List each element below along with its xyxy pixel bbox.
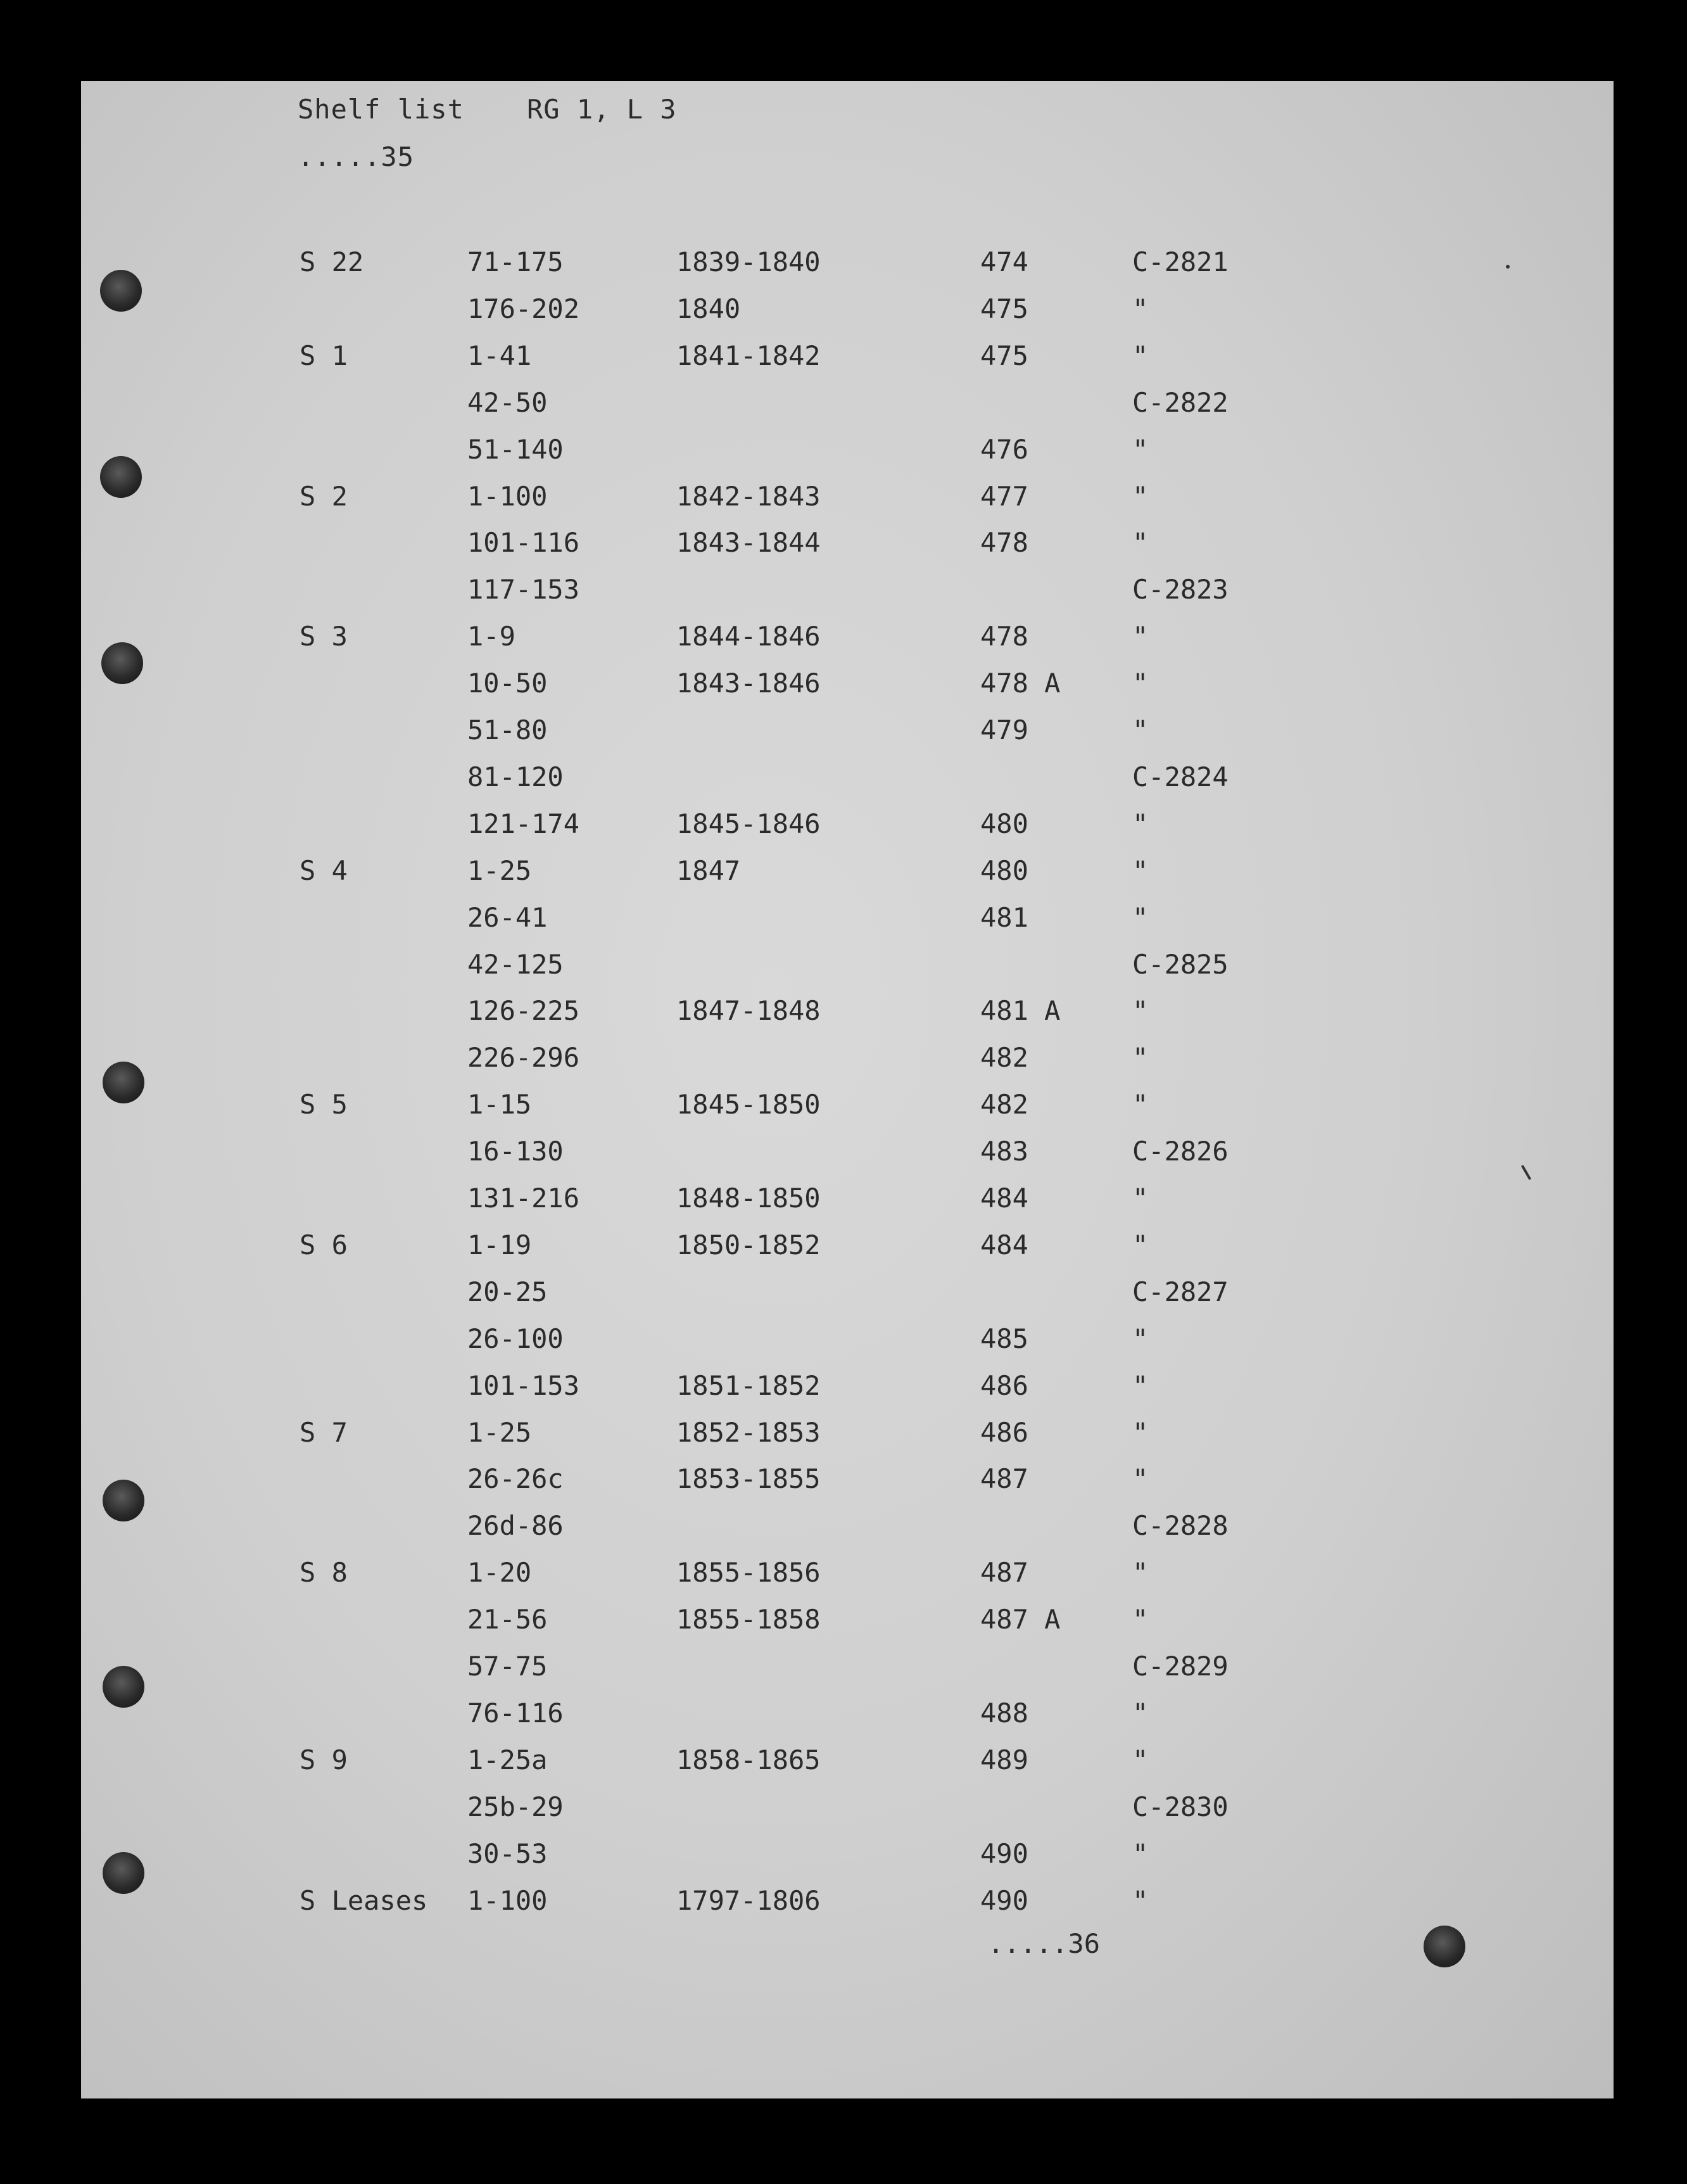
row-series: S 5 — [300, 1089, 348, 1121]
row-range: 1-100 — [467, 1884, 548, 1916]
row-series: S 2 — [300, 480, 348, 512]
row-volume: 487 A — [980, 1604, 1061, 1635]
row-volume: 484 — [980, 1183, 1028, 1214]
row-reel: " — [1132, 1042, 1149, 1074]
table-row — [81, 1082, 1614, 1127]
table-row — [81, 988, 1614, 1034]
table-row — [81, 333, 1614, 379]
table-row — [81, 567, 1614, 613]
row-volume: 490 — [980, 1884, 1028, 1916]
row-reel: " — [1132, 1229, 1149, 1260]
row-volume: 487 — [980, 1463, 1028, 1495]
row-range: 26-26c — [467, 1463, 564, 1495]
row-dates: 1839-1840 — [676, 246, 821, 277]
document-page — [81, 81, 1614, 2098]
row-reel: " — [1132, 1183, 1149, 1214]
row-reel: C-2823 — [1132, 574, 1229, 606]
row-range: 1-25a — [467, 1744, 548, 1775]
row-range: 101-116 — [467, 527, 580, 559]
row-volume: 486 — [980, 1416, 1028, 1448]
table-row — [81, 1878, 1614, 1924]
row-reel: " — [1132, 1557, 1149, 1589]
table-row — [81, 1269, 1614, 1315]
row-range: 26d-86 — [467, 1510, 564, 1542]
row-volume: 490 — [980, 1838, 1028, 1869]
row-reel: C-2821 — [1132, 246, 1229, 277]
row-reel: " — [1132, 527, 1149, 559]
row-range: 1-25 — [467, 854, 532, 886]
row-range: 176-202 — [467, 293, 580, 324]
row-series: S 9 — [300, 1744, 348, 1775]
row-series: S Leases — [300, 1884, 428, 1916]
row-reel: " — [1132, 995, 1149, 1027]
row-reel: C-2822 — [1132, 386, 1229, 418]
row-volume: 475 — [980, 293, 1028, 324]
table-row — [81, 520, 1614, 566]
row-volume: 474 — [980, 246, 1028, 277]
table-row — [81, 239, 1614, 285]
row-dates: 1855-1858 — [676, 1604, 821, 1635]
table-row — [81, 1363, 1614, 1409]
row-range: 117-153 — [467, 574, 580, 606]
row-dates: 1853-1855 — [676, 1463, 821, 1495]
row-range: 42-50 — [467, 386, 548, 418]
row-volume: 484 — [980, 1229, 1028, 1260]
row-volume: 480 — [980, 854, 1028, 886]
row-volume: 481 A — [980, 995, 1061, 1027]
row-dates: 1852-1853 — [676, 1416, 821, 1448]
row-reel: C-2826 — [1132, 1136, 1229, 1167]
record-group-label: RG 1, L 3 — [527, 94, 677, 125]
row-dates: 1855-1856 — [676, 1557, 821, 1589]
row-range: 121-174 — [467, 808, 580, 839]
row-reel: " — [1132, 854, 1149, 886]
row-dates: 1847 — [676, 854, 741, 886]
row-reel: " — [1132, 293, 1149, 324]
row-series: S 8 — [300, 1557, 348, 1589]
row-series: S 7 — [300, 1416, 348, 1448]
row-reel: C-2827 — [1132, 1276, 1229, 1307]
row-dates: 1845-1846 — [676, 808, 821, 839]
row-reel: C-2830 — [1132, 1791, 1229, 1822]
row-volume: 475 — [980, 340, 1028, 371]
row-range: 1-20 — [467, 1557, 532, 1589]
row-range: 71-175 — [467, 246, 564, 277]
row-reel: " — [1132, 901, 1149, 933]
row-range: 1-9 — [467, 621, 515, 652]
row-dates: 1842-1843 — [676, 480, 821, 512]
row-dates: 1843-1846 — [676, 668, 821, 699]
row-range: 51-80 — [467, 714, 548, 746]
row-reel: C-2824 — [1132, 761, 1229, 792]
row-range: 26-100 — [467, 1323, 564, 1354]
row-reel: C-2828 — [1132, 1510, 1229, 1542]
row-dates: 1844-1846 — [676, 621, 821, 652]
row-reel: " — [1132, 1838, 1149, 1869]
row-volume: 481 — [980, 901, 1028, 933]
row-reel: " — [1132, 1884, 1149, 1916]
table-row — [81, 895, 1614, 941]
row-dates: 1848-1850 — [676, 1183, 821, 1214]
row-range: 1-41 — [467, 340, 532, 371]
row-reel: C-2825 — [1132, 948, 1229, 980]
table-row — [81, 427, 1614, 473]
row-range: 81-120 — [467, 761, 564, 792]
row-range: 10-50 — [467, 668, 548, 699]
table-row — [81, 1737, 1614, 1783]
row-range: 1-25 — [467, 1416, 532, 1448]
row-reel: " — [1132, 621, 1149, 652]
row-range: 126-225 — [467, 995, 580, 1027]
table-row — [81, 1644, 1614, 1689]
table-row — [81, 1176, 1614, 1221]
table-row — [81, 1410, 1614, 1456]
table-row — [81, 1831, 1614, 1877]
table-row — [81, 1550, 1614, 1596]
row-range: 76-116 — [467, 1697, 564, 1729]
row-volume: 486 — [980, 1369, 1028, 1401]
row-range: 1-15 — [467, 1089, 532, 1121]
table-row — [81, 474, 1614, 519]
table-row — [81, 286, 1614, 332]
table-row — [81, 1222, 1614, 1268]
row-volume: 479 — [980, 714, 1028, 746]
row-dates: 1841-1842 — [676, 340, 821, 371]
row-range: 1-19 — [467, 1229, 532, 1260]
continued-to-page: .....36 — [988, 1928, 1101, 1959]
continued-from-page: .....35 — [298, 141, 415, 172]
table-row — [81, 1456, 1614, 1502]
row-dates: 1840 — [676, 293, 741, 324]
table-row — [81, 754, 1614, 800]
row-dates: 1797-1806 — [676, 1884, 821, 1916]
row-range: 42-125 — [467, 948, 564, 980]
row-reel: " — [1132, 480, 1149, 512]
row-reel: " — [1132, 340, 1149, 371]
row-series: S 1 — [300, 340, 348, 371]
row-reel: " — [1132, 714, 1149, 746]
row-dates: 1843-1844 — [676, 527, 821, 559]
row-volume: 485 — [980, 1323, 1028, 1354]
row-reel: " — [1132, 433, 1149, 465]
table-row — [81, 1784, 1614, 1830]
row-volume: 487 — [980, 1557, 1028, 1589]
row-reel: " — [1132, 1416, 1149, 1448]
punch-hole — [1424, 1926, 1465, 1967]
table-row — [81, 1316, 1614, 1362]
row-reel: " — [1132, 1604, 1149, 1635]
row-volume: 478 — [980, 527, 1028, 559]
row-range: 226-296 — [467, 1042, 580, 1074]
row-dates: 1850-1852 — [676, 1229, 821, 1260]
row-dates: 1845-1850 — [676, 1089, 821, 1121]
row-reel: C-2829 — [1132, 1651, 1229, 1682]
row-volume: 478 — [980, 621, 1028, 652]
row-series: S 22 — [300, 246, 364, 277]
row-dates: 1851-1852 — [676, 1369, 821, 1401]
row-range: 16-130 — [467, 1136, 564, 1167]
row-volume: 480 — [980, 808, 1028, 839]
row-range: 30-53 — [467, 1838, 548, 1869]
row-range: 101-153 — [467, 1369, 580, 1401]
row-reel: " — [1132, 1323, 1149, 1354]
table-row — [81, 942, 1614, 987]
row-volume: 489 — [980, 1744, 1028, 1775]
row-range: 26-41 — [467, 901, 548, 933]
table-row — [81, 614, 1614, 659]
table-row — [81, 1129, 1614, 1174]
row-reel: " — [1132, 1744, 1149, 1775]
row-reel: " — [1132, 808, 1149, 839]
row-series: S 4 — [300, 854, 348, 886]
row-volume: 482 — [980, 1042, 1028, 1074]
row-volume: 488 — [980, 1697, 1028, 1729]
table-row — [81, 801, 1614, 847]
row-reel: " — [1132, 1697, 1149, 1729]
row-range: 131-216 — [467, 1183, 580, 1214]
table-row — [81, 848, 1614, 894]
row-volume: 483 — [980, 1136, 1028, 1167]
row-series: S 3 — [300, 621, 348, 652]
row-volume: 482 — [980, 1089, 1028, 1121]
table-row — [81, 1597, 1614, 1642]
row-volume: 477 — [980, 480, 1028, 512]
table-row — [81, 661, 1614, 706]
row-reel: " — [1132, 1089, 1149, 1121]
row-reel: " — [1132, 1463, 1149, 1495]
row-volume: 476 — [980, 433, 1028, 465]
row-reel: " — [1132, 668, 1149, 699]
row-range: 25b-29 — [467, 1791, 564, 1822]
row-reel: " — [1132, 1369, 1149, 1401]
row-range: 51-140 — [467, 433, 564, 465]
row-dates: 1858-1865 — [676, 1744, 821, 1775]
row-dates: 1847-1848 — [676, 995, 821, 1027]
table-row — [81, 1503, 1614, 1549]
row-range: 20-25 — [467, 1276, 548, 1307]
row-volume: 478 A — [980, 668, 1061, 699]
row-range: 21-56 — [467, 1604, 548, 1635]
row-series: S 6 — [300, 1229, 348, 1260]
row-range: 57-75 — [467, 1651, 548, 1682]
table-row — [81, 1691, 1614, 1736]
row-range: 1-100 — [467, 480, 548, 512]
table-row — [81, 1035, 1614, 1081]
shelf-list-title: Shelf list — [298, 94, 464, 125]
table-row — [81, 708, 1614, 753]
table-row — [81, 380, 1614, 426]
